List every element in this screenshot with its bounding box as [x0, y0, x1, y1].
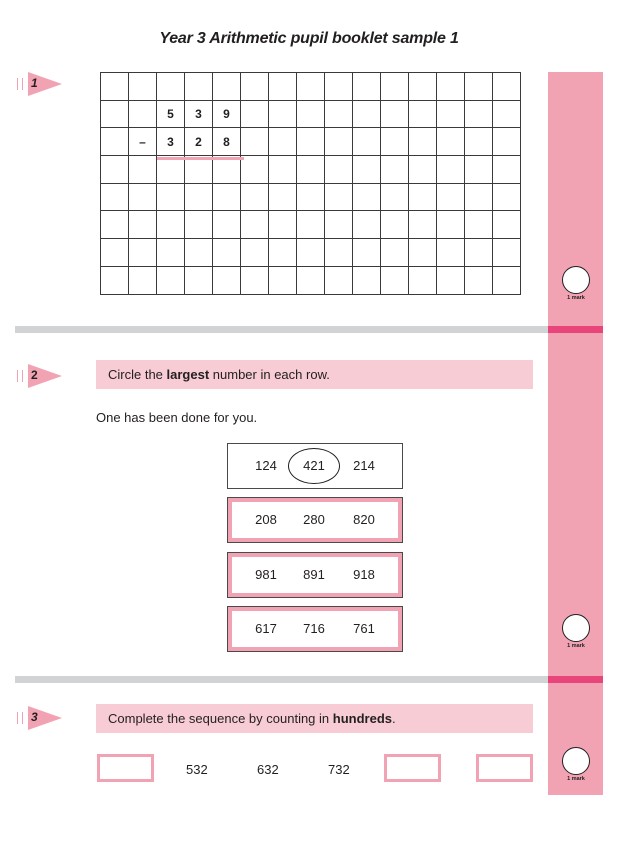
- row-number[interactable]: 891: [303, 567, 325, 582]
- grid-cell[interactable]: [185, 183, 213, 211]
- grid-cell[interactable]: [297, 156, 325, 184]
- grid-cell[interactable]: [437, 73, 465, 101]
- grid-row: [101, 128, 521, 156]
- grid-cell[interactable]: [101, 100, 129, 128]
- grid-cell[interactable]: [101, 266, 129, 294]
- number-row[interactable]: [227, 606, 403, 652]
- grid-cell[interactable]: [129, 183, 157, 211]
- marks-sidebar: [548, 72, 603, 795]
- section-divider-accent: [548, 326, 603, 333]
- row-number[interactable]: 981: [255, 567, 277, 582]
- row-number[interactable]: 716: [303, 621, 325, 636]
- grid-cell[interactable]: [213, 156, 241, 184]
- grid-cell[interactable]: [325, 211, 353, 239]
- grid-cell[interactable]: [381, 183, 409, 211]
- grid-cell[interactable]: [269, 100, 297, 128]
- grid-cell[interactable]: [409, 156, 437, 184]
- grid-cell[interactable]: [381, 266, 409, 294]
- grid-cell[interactable]: [353, 156, 381, 184]
- grid-cell[interactable]: [129, 239, 157, 267]
- grid-cell[interactable]: [437, 211, 465, 239]
- grid-cell[interactable]: [353, 239, 381, 267]
- grid-cell[interactable]: [269, 128, 297, 156]
- grid-cell[interactable]: 2: [185, 128, 213, 156]
- grid-cell[interactable]: [325, 183, 353, 211]
- grid-cell[interactable]: 3: [157, 128, 185, 156]
- grid-cell[interactable]: [381, 73, 409, 101]
- grid-cell[interactable]: [297, 100, 325, 128]
- grid-cell[interactable]: [129, 156, 157, 184]
- marker-bars-icon: [17, 370, 23, 382]
- grid-row: [101, 239, 521, 267]
- section-divider: [15, 676, 548, 683]
- grid-cell[interactable]: [353, 100, 381, 128]
- grid-cell[interactable]: [493, 183, 521, 211]
- mark-label: 1 mark: [567, 643, 585, 649]
- question-number: 3: [31, 710, 38, 724]
- instruction-emphasis: largest: [166, 367, 210, 382]
- mark-box-q3[interactable]: [562, 747, 590, 782]
- grid-cell[interactable]: [325, 128, 353, 156]
- grid-cell[interactable]: [185, 73, 213, 101]
- grid-cell[interactable]: [465, 211, 493, 239]
- grid-cell[interactable]: [409, 183, 437, 211]
- mark-label: 1 mark: [567, 776, 585, 782]
- grid-cell[interactable]: [297, 239, 325, 267]
- row-number[interactable]: 918: [353, 567, 375, 582]
- grid-cell[interactable]: 3: [185, 100, 213, 128]
- grid-cell[interactable]: [241, 239, 269, 267]
- grid-cell[interactable]: 8: [213, 128, 241, 156]
- grid-cell[interactable]: [437, 266, 465, 294]
- marker-bars-icon: [17, 712, 23, 724]
- sequence-number: 632: [257, 762, 279, 777]
- grid-cell[interactable]: [465, 100, 493, 128]
- grid-cell[interactable]: [381, 156, 409, 184]
- grid-cell[interactable]: [101, 128, 129, 156]
- grid-cell[interactable]: [213, 183, 241, 211]
- grid-cell[interactable]: [493, 239, 521, 267]
- row-number: 214: [353, 458, 375, 473]
- grid-cell[interactable]: [101, 73, 129, 101]
- mark-circle[interactable]: [562, 266, 590, 294]
- grid-cell[interactable]: [185, 266, 213, 294]
- working-grid[interactable]: [100, 72, 521, 295]
- grid-cell[interactable]: [297, 211, 325, 239]
- grid-cell[interactable]: [213, 266, 241, 294]
- grid-cell[interactable]: [185, 239, 213, 267]
- sequence-answer-box-3[interactable]: [476, 754, 533, 782]
- example-note: One has been done for you.: [96, 410, 258, 425]
- grid-cell[interactable]: [241, 100, 269, 128]
- grid-cell[interactable]: [353, 211, 381, 239]
- grid-cell[interactable]: [409, 211, 437, 239]
- grid-cell[interactable]: [353, 128, 381, 156]
- mark-circle[interactable]: [562, 747, 590, 775]
- grid-cell[interactable]: [241, 211, 269, 239]
- instruction-emphasis: hundreds: [332, 711, 392, 726]
- mark-circle[interactable]: [562, 614, 590, 642]
- grid-cell[interactable]: [269, 156, 297, 184]
- mark-label: 1 mark: [567, 295, 585, 301]
- instruction-text: .: [392, 711, 396, 726]
- mark-box-q2[interactable]: [562, 614, 590, 649]
- section-divider: [15, 326, 548, 333]
- grid-cell[interactable]: [157, 239, 185, 267]
- mark-box-q1[interactable]: [562, 266, 590, 301]
- grid-cell[interactable]: [493, 128, 521, 156]
- grid-cell[interactable]: [269, 211, 297, 239]
- grid-cell[interactable]: [465, 183, 493, 211]
- row-number[interactable]: 617: [255, 621, 277, 636]
- grid-cell[interactable]: [465, 156, 493, 184]
- grid-cell[interactable]: [297, 183, 325, 211]
- grid-cell[interactable]: –: [129, 128, 157, 156]
- grid-cell[interactable]: [381, 128, 409, 156]
- section-divider-accent: [548, 676, 603, 683]
- row-number[interactable]: 761: [353, 621, 375, 636]
- sequence-answer-box-1[interactable]: [97, 754, 154, 782]
- grid-cell[interactable]: [353, 73, 381, 101]
- grid-cell[interactable]: [325, 73, 353, 101]
- grid-cell[interactable]: [157, 183, 185, 211]
- grid-cell[interactable]: [325, 156, 353, 184]
- answer-line: [157, 157, 244, 160]
- grid-cell[interactable]: [101, 183, 129, 211]
- grid-cell[interactable]: [185, 211, 213, 239]
- grid-row: [101, 211, 521, 239]
- grid-cell[interactable]: [101, 156, 129, 184]
- number-row-example: [227, 443, 403, 489]
- row-number[interactable]: 820: [353, 512, 375, 527]
- grid-cell[interactable]: 9: [213, 100, 241, 128]
- grid-cell[interactable]: [493, 100, 521, 128]
- question-number: 1: [31, 76, 38, 90]
- grid-row: [101, 100, 521, 128]
- grid-row: [101, 73, 521, 101]
- grid-cell[interactable]: [269, 183, 297, 211]
- row-number[interactable]: 208: [255, 512, 277, 527]
- number-row[interactable]: [227, 497, 403, 543]
- grid-cell[interactable]: [381, 239, 409, 267]
- grid-cell[interactable]: [409, 266, 437, 294]
- grid-cell[interactable]: [493, 266, 521, 294]
- grid-cell[interactable]: [409, 73, 437, 101]
- grid-cell[interactable]: [465, 266, 493, 294]
- question-number: 2: [31, 368, 38, 382]
- grid-cell[interactable]: [325, 266, 353, 294]
- grid-cell[interactable]: [269, 266, 297, 294]
- grid-cell[interactable]: [437, 156, 465, 184]
- grid-cell[interactable]: [409, 100, 437, 128]
- instruction-banner-q2: [96, 360, 533, 389]
- grid-cell[interactable]: [465, 73, 493, 101]
- grid-cell[interactable]: [437, 100, 465, 128]
- grid-row: [101, 183, 521, 211]
- grid-cell[interactable]: [129, 266, 157, 294]
- grid-cell[interactable]: [241, 156, 269, 184]
- grid-cell[interactable]: [157, 73, 185, 101]
- grid-cell[interactable]: [437, 239, 465, 267]
- grid-cell[interactable]: [213, 211, 241, 239]
- sequence-number: 532: [186, 762, 208, 777]
- grid-cell[interactable]: [325, 100, 353, 128]
- grid-cell[interactable]: [437, 183, 465, 211]
- grid-cell[interactable]: [353, 183, 381, 211]
- grid-cell[interactable]: [213, 73, 241, 101]
- grid-cell[interactable]: [269, 73, 297, 101]
- instruction-banner-q3: [96, 704, 533, 733]
- grid-cell[interactable]: [325, 239, 353, 267]
- sequence-number: 732: [328, 762, 350, 777]
- grid-cell[interactable]: [297, 73, 325, 101]
- row-number: 124: [255, 458, 277, 473]
- grid-cell[interactable]: [297, 266, 325, 294]
- row-number[interactable]: 280: [303, 512, 325, 527]
- marker-bars-icon: [17, 78, 23, 90]
- grid-cell[interactable]: [157, 211, 185, 239]
- grid-cell[interactable]: [213, 239, 241, 267]
- grid-cell[interactable]: [465, 128, 493, 156]
- grid-cell[interactable]: [269, 239, 297, 267]
- page-title: Year 3 Arithmetic pupil booklet sample 1: [159, 30, 459, 47]
- grid-cell[interactable]: [493, 156, 521, 184]
- grid-cell[interactable]: [241, 266, 269, 294]
- grid-row: [101, 156, 521, 184]
- grid-cell[interactable]: [493, 73, 521, 101]
- grid-cell[interactable]: [101, 211, 129, 239]
- grid-cell[interactable]: [129, 100, 157, 128]
- grid-cell[interactable]: 5: [157, 100, 185, 128]
- grid-cell[interactable]: [381, 100, 409, 128]
- grid-cell[interactable]: [241, 128, 269, 156]
- instruction-text: Complete the sequence by counting in: [108, 711, 333, 726]
- grid-cell[interactable]: [465, 239, 493, 267]
- number-row[interactable]: [227, 552, 403, 598]
- grid-cell[interactable]: [157, 156, 185, 184]
- grid-cell[interactable]: [493, 211, 521, 239]
- grid-cell[interactable]: [381, 211, 409, 239]
- instruction-text: number in each row.: [209, 367, 330, 382]
- grid-cell[interactable]: [157, 266, 185, 294]
- grid-cell[interactable]: [129, 73, 157, 101]
- row-number-circled: 421: [303, 458, 325, 473]
- grid-cell[interactable]: [409, 239, 437, 267]
- instruction-text: Circle the: [108, 367, 167, 382]
- grid-cell[interactable]: [241, 183, 269, 211]
- sequence-answer-box-2[interactable]: [384, 754, 441, 782]
- grid-cell[interactable]: [241, 73, 269, 101]
- grid-row: [101, 266, 521, 294]
- grid-cell[interactable]: [353, 266, 381, 294]
- grid-cell[interactable]: [129, 211, 157, 239]
- grid-cell[interactable]: [437, 128, 465, 156]
- grid-cell[interactable]: [409, 128, 437, 156]
- grid-cell[interactable]: [185, 156, 213, 184]
- grid-cell[interactable]: [101, 239, 129, 267]
- grid-cell[interactable]: [297, 128, 325, 156]
